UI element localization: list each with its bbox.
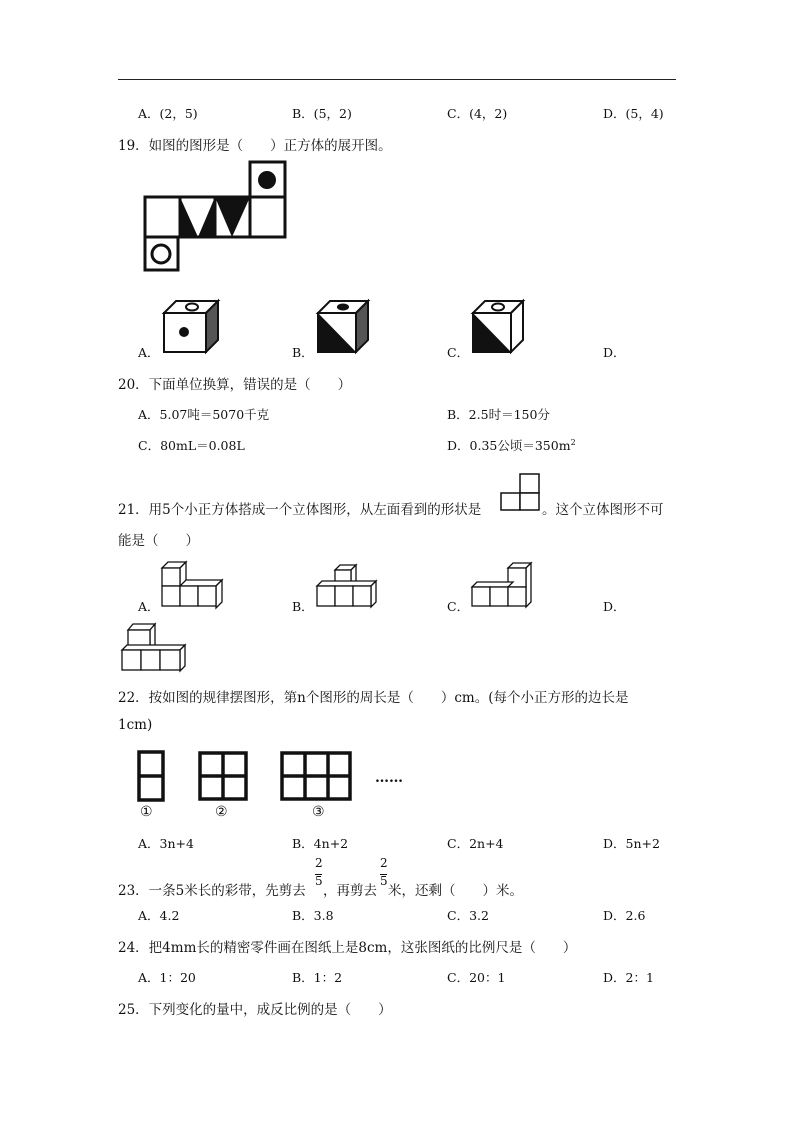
q23-fraction1-denominator: 5: [315, 874, 323, 888]
q23-option-d[interactable]: D．2.6: [603, 908, 646, 923]
q23-option-c[interactable]: C．3.2: [447, 908, 489, 923]
q22-pattern-figure: [130, 745, 410, 825]
cube-net-figure: [140, 160, 290, 275]
q24-option-c[interactable]: C．20：1: [447, 970, 506, 985]
q22-stem-line1: 22．按如图的规律摆图形，第n个图形的周长是（ ）cm。(每个小正方形的边长是: [118, 690, 629, 706]
q23-option-a[interactable]: A．4.2: [138, 908, 180, 923]
q21-left-view-icon: [498, 472, 543, 512]
q23-fraction2-numerator: 2: [380, 856, 388, 870]
q19-cube-c-icon: [470, 298, 526, 355]
q18-option-c[interactable]: C．(4，2): [447, 106, 508, 121]
q21-stem-line2: 能是（ ）: [118, 533, 199, 549]
q20-option-b[interactable]: B．2.5时＝150分: [447, 407, 550, 422]
q22-ellipsis: ……: [375, 770, 403, 786]
header-rule: [118, 79, 676, 80]
q18-option-b[interactable]: B．(5，2): [292, 106, 352, 121]
q23-stem-a: 23．一条5米长的彩带，先剪去: [118, 883, 306, 899]
q24-option-b[interactable]: B．1：2: [292, 970, 343, 985]
q19-stem: 19．如图的图形是（ ）正方体的展开图。: [118, 138, 392, 154]
q22-option-c[interactable]: C．2n+4: [447, 836, 504, 851]
q19-cube-b-icon: [315, 298, 371, 355]
q22-option-a[interactable]: A．3n+4: [138, 836, 194, 851]
q18-option-a[interactable]: A．(2，5): [138, 106, 198, 121]
q20-option-d[interactable]: [447, 436, 576, 454]
q20-option-d-text: D．0.35公顷＝350m: [447, 438, 571, 453]
q24-option-a[interactable]: A．1：20: [138, 970, 196, 985]
q22-option-d[interactable]: D．5n+2: [603, 836, 660, 851]
q21-option-a[interactable]: A．: [138, 599, 160, 614]
q19-option-b[interactable]: B．: [292, 345, 314, 360]
q25-stem: 25．下列变化的量中，成反比例的是（ ）: [118, 1002, 392, 1018]
q21-stem-part1: 21．用5个小正方体搭成一个立体图形，从左面看到的形状是: [118, 502, 482, 518]
q19-option-a[interactable]: A．: [138, 345, 160, 360]
q23-fraction1-numerator: 2: [315, 856, 323, 870]
q20-option-a[interactable]: A．5.07吨＝5070千克: [138, 407, 270, 422]
q20-option-c[interactable]: C．80mL＝0.08L: [138, 438, 245, 453]
q22-stem-line2: 1cm): [118, 717, 153, 733]
q21-option-c[interactable]: C．: [447, 599, 470, 614]
q20-option-d-superscript: 2: [570, 437, 576, 447]
q21-stem-part2: 。这个立体图形不可: [542, 502, 664, 518]
q24-option-d[interactable]: D．2：1: [603, 970, 654, 985]
q24-stem: 24．把4mm长的精密零件画在图纸上是8cm，这张图纸的比例尺是（ ）: [118, 940, 577, 956]
q19-option-c[interactable]: C．: [447, 345, 470, 360]
q20-stem: 20．下面单位换算，错误的是（ ）: [118, 377, 352, 393]
q23-option-b[interactable]: B．3.8: [292, 908, 334, 923]
q22-label-1: ①: [140, 804, 153, 820]
q22-label-3: ③: [312, 804, 325, 820]
q21-shape-d-icon: [120, 620, 188, 674]
q21-shape-b-icon: [313, 562, 379, 610]
q21-shape-c-icon: [470, 560, 536, 610]
q23-stem-b: ，再剪去: [323, 883, 377, 899]
q21-shape-a-icon: [160, 558, 230, 610]
q21-option-d[interactable]: D．: [603, 599, 626, 614]
q19-option-d[interactable]: D．: [603, 345, 626, 360]
q19-cube-a-icon: [160, 298, 222, 355]
q18-option-d[interactable]: D．(5，4): [603, 106, 664, 121]
q21-option-b[interactable]: B．: [292, 599, 314, 614]
q23-stem-c: 米，还剩（ ）米。: [388, 883, 523, 899]
q23-fraction2-denominator: 5: [380, 874, 388, 888]
q22-option-b[interactable]: B．4n+2: [292, 836, 349, 851]
q22-label-2: ②: [215, 804, 228, 820]
